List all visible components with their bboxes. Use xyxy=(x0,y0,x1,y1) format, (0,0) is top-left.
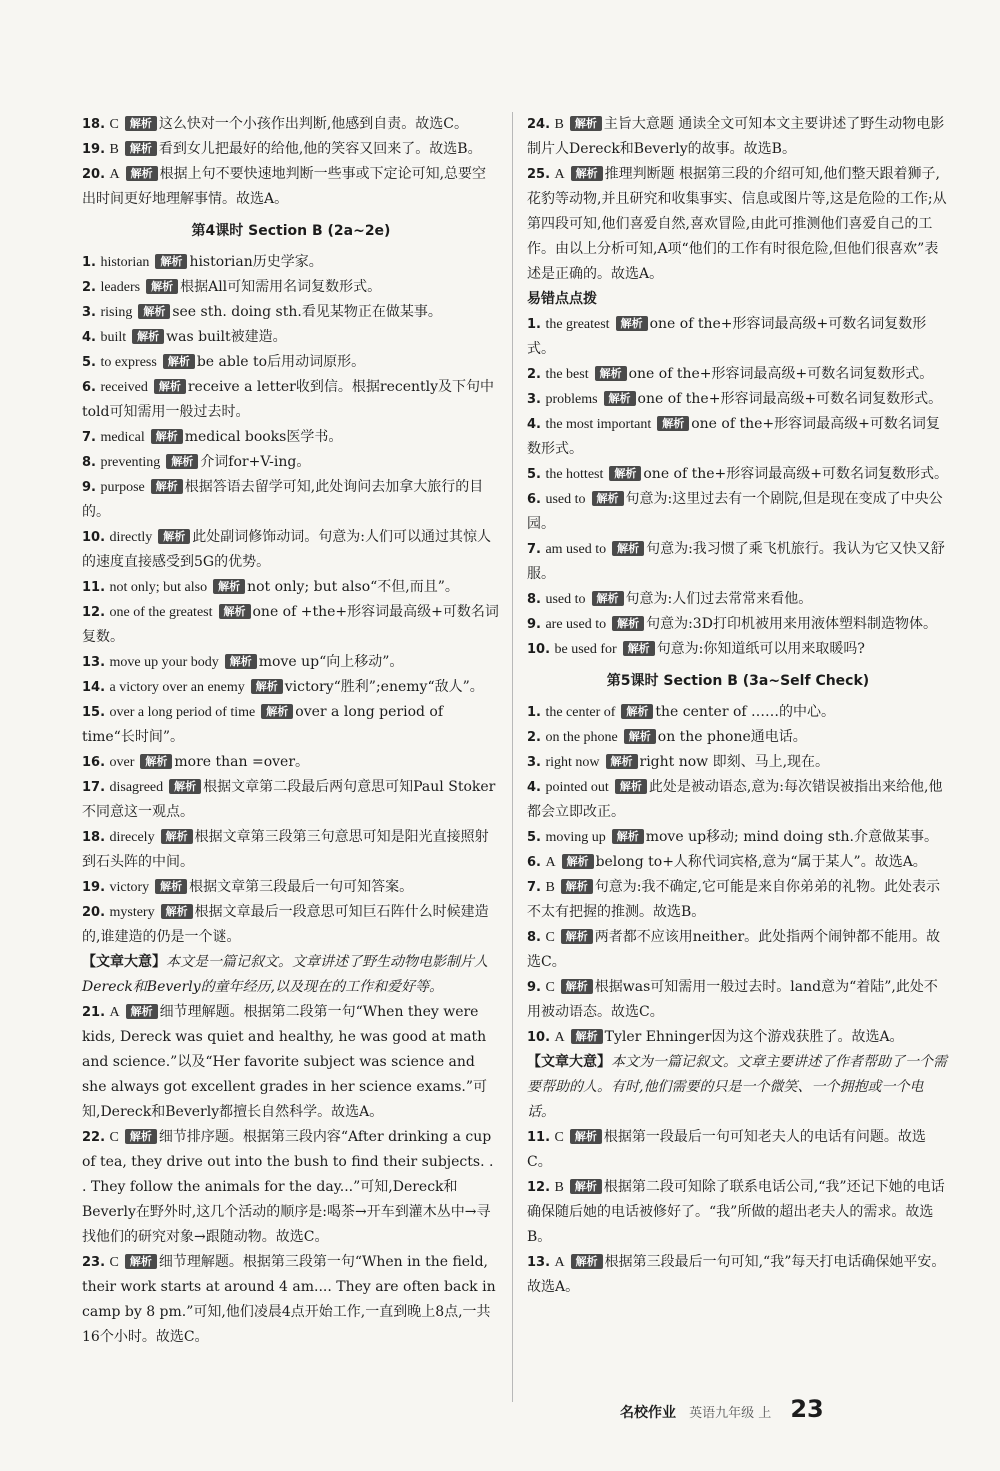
item-number: 21. xyxy=(82,1005,106,1020)
column-divider xyxy=(512,112,513,1402)
item-number: 10. xyxy=(527,1030,551,1045)
error-tips-heading: 易错点点拨 xyxy=(527,291,597,307)
answer-text: C xyxy=(545,980,555,995)
analysis-tag: 解析 xyxy=(125,116,157,131)
item-number: 1. xyxy=(527,317,541,332)
explanation-text: 根据文章最后一段意思可知巨石阵什么时候建造的,谁建造的仍是一个谜。 xyxy=(82,904,489,945)
answer-item xyxy=(527,1025,949,1050)
answer-text: directly xyxy=(109,530,153,545)
explanation-text: receive a letter收到信。根据recently及下句中told可知需用一般过去时。 xyxy=(82,379,495,420)
answer-text: purpose xyxy=(100,480,145,495)
explanation-text: the center of ……的中心。 xyxy=(655,704,836,720)
explanation-text: one of the+形容词最高级+可数名词复数形式。 xyxy=(527,416,940,457)
answer-text: be used for xyxy=(554,642,617,657)
answer-item xyxy=(527,725,949,750)
answer-text: the greatest xyxy=(545,317,610,332)
answer-text: C xyxy=(109,1130,119,1145)
right-items-b xyxy=(527,312,949,662)
explanation-text: victory“胜利”;enemy“敌人”。 xyxy=(284,679,484,695)
answer-text: B xyxy=(554,1180,564,1195)
explanation-text: 主旨大意题 通读全文可知本文主要讲述了野生动物电影制片人Dereck和Beverly的故事。故选B。 xyxy=(527,116,945,157)
analysis-tag: 解析 xyxy=(570,116,602,131)
item-number: 12. xyxy=(527,1180,551,1195)
item-number: 12. xyxy=(82,605,106,620)
analysis-tag: 解析 xyxy=(125,141,157,156)
item-number: 9. xyxy=(527,980,541,995)
item-number: 16. xyxy=(82,755,106,770)
answer-text: built xyxy=(100,330,127,345)
analysis-tag: 解析 xyxy=(213,579,245,594)
item-number: 19. xyxy=(82,142,106,157)
answer-text: to express xyxy=(100,355,157,370)
answer-text: over a long period of time xyxy=(109,705,256,720)
analysis-tag: 解析 xyxy=(606,754,638,769)
answer-text: A xyxy=(109,167,120,182)
explanation-text: 根据上句不要快速地判断一些事或下定论可知,总要空出时间更好地理解事情。故选A。 xyxy=(82,166,487,207)
answer-text: B xyxy=(554,117,564,132)
right-items-a xyxy=(527,112,949,287)
explanation-text: 介词for+V-ing。 xyxy=(200,454,311,470)
explanation-text: on the phone通电话。 xyxy=(657,729,807,745)
answer-text: C xyxy=(109,1255,119,1270)
analysis-tag: 解析 xyxy=(624,729,656,744)
item-number: 4. xyxy=(527,417,541,432)
answer-text: the hottest xyxy=(545,467,604,482)
item-number: 15. xyxy=(82,705,106,720)
answer-item xyxy=(82,450,500,475)
analysis-tag: 解析 xyxy=(657,416,689,431)
analysis-tag: 解析 xyxy=(166,454,198,469)
page-footer xyxy=(620,1395,824,1423)
explanation-text: 两者都不应该用neither。此处指两个闹钟都不能用。故选C。 xyxy=(527,929,941,970)
answer-text: leaders xyxy=(100,280,141,295)
explanation-text: 句意为:人们过去常常来看他。 xyxy=(625,591,813,607)
answer-item xyxy=(82,162,500,212)
analysis-tag: 解析 xyxy=(161,829,193,844)
answer-item xyxy=(82,137,500,162)
left-items-b xyxy=(82,250,500,950)
item-number: 10. xyxy=(527,642,551,657)
explanation-text: medical books医学书。 xyxy=(184,429,343,445)
analysis-tag: 解析 xyxy=(571,1254,603,1269)
answer-text: right now xyxy=(545,755,600,770)
item-number: 22. xyxy=(82,1130,106,1145)
analysis-tag: 解析 xyxy=(612,616,644,631)
analysis-tag: 解析 xyxy=(616,316,648,331)
article-summary-left xyxy=(82,950,500,1000)
explanation-text: was built被建造。 xyxy=(166,329,287,345)
answer-item xyxy=(82,750,500,775)
answer-text: on the phone xyxy=(545,730,618,745)
analysis-tag: 解析 xyxy=(595,366,627,381)
answer-item xyxy=(527,362,949,387)
analysis-tag: 解析 xyxy=(138,304,170,319)
answer-text: problems xyxy=(545,392,598,407)
answer-text: historian xyxy=(100,255,150,270)
explanation-text: belong to+人称代词宾格,意为“属于某人”。故选A。 xyxy=(595,854,927,870)
item-number: 5. xyxy=(82,355,96,370)
answer-item xyxy=(82,425,500,450)
answer-text: one of the greatest xyxy=(109,605,213,620)
item-number: 11. xyxy=(527,1130,551,1145)
answer-text: am used to xyxy=(545,542,607,557)
explanation-text: see sth. doing sth.看见某物正在做某事。 xyxy=(172,304,442,320)
left-items-c xyxy=(82,1000,500,1350)
footer-subject: 英语九年级 上 xyxy=(689,1406,772,1421)
analysis-tag: 解析 xyxy=(615,779,647,794)
item-number: 18. xyxy=(82,117,106,132)
explanation-text: right now 即刻、马上,现在。 xyxy=(639,754,830,770)
answer-item xyxy=(527,775,949,825)
analysis-tag: 解析 xyxy=(261,704,293,719)
item-number: 23. xyxy=(82,1255,106,1270)
analysis-tag: 解析 xyxy=(561,879,593,894)
answer-item xyxy=(527,387,949,412)
analysis-tag: 解析 xyxy=(151,429,183,444)
answer-item xyxy=(527,1250,949,1300)
answer-item xyxy=(82,1125,500,1250)
answer-item xyxy=(527,112,949,162)
analysis-tag: 解析 xyxy=(125,1254,157,1269)
answer-item xyxy=(82,1000,500,1125)
answer-item xyxy=(82,775,500,825)
explanation-text: over a long period of time“长时间”。 xyxy=(82,704,444,745)
answer-text: not only; but also xyxy=(109,580,208,595)
answer-text: the best xyxy=(545,367,589,382)
summary-label: 【文章大意】 xyxy=(527,1054,611,1070)
analysis-tag: 解析 xyxy=(612,829,644,844)
item-number: 8. xyxy=(82,455,96,470)
answer-item xyxy=(82,325,500,350)
explanation-text: one of the+形容词最高级+可数名词复数形式。 xyxy=(637,391,943,407)
analysis-tag: 解析 xyxy=(561,929,593,944)
answer-text: move up your body xyxy=(109,655,219,670)
item-number: 9. xyxy=(527,617,541,632)
answer-text: medical xyxy=(100,430,145,445)
explanation-text: move up移动; mind doing sth.介意做某事。 xyxy=(645,829,938,845)
left-column xyxy=(82,112,500,1350)
analysis-tag: 解析 xyxy=(623,641,655,656)
explanation-text: 这么快对一个小孩作出判断,他感到自责。故选C。 xyxy=(158,116,468,132)
summary-text: 本文为一篇记叙文。文章主要讲述了作者帮助了一个需要帮助的人。有时,他们需要的只是一个微笑、一个拥抱或一个电话。 xyxy=(527,1054,947,1120)
answer-item xyxy=(82,700,500,750)
item-number: 14. xyxy=(82,680,106,695)
item-number: 7. xyxy=(527,542,541,557)
item-number: 20. xyxy=(82,905,106,920)
answer-item xyxy=(527,637,949,662)
explanation-text: 看到女儿把最好的给他,他的笑容又回来了。故选B。 xyxy=(158,141,482,157)
item-number: 25. xyxy=(527,167,551,182)
explanation-text: 细节排序题。根据第三段内容“After drinking a cup of tea, they drive out into the bush to find their subjects. . . They follow the animals for the day...”可知,Dereck和Beverly在野外时,这几个活动的顺序是:喝茶→开车到灌木丛中→寻找他们的研究对象→跟随动物。故选C。 xyxy=(82,1129,494,1245)
analysis-tag: 解析 xyxy=(155,879,187,894)
item-number: 7. xyxy=(527,880,541,895)
right-items-c xyxy=(527,700,949,1050)
answer-text: moving up xyxy=(545,830,606,845)
item-number: 8. xyxy=(527,930,541,945)
answer-text: C xyxy=(545,930,555,945)
explanation-text: 根据文章第二段最后两句意思可知Paul Stoker不同意这一观点。 xyxy=(82,779,496,820)
answer-text: a victory over an enemy xyxy=(109,680,245,695)
explanation-text: not only; but also“不但,而且”。 xyxy=(247,579,459,595)
answer-item xyxy=(82,600,500,650)
answer-item xyxy=(82,250,500,275)
item-number: 5. xyxy=(527,830,541,845)
left-items-top xyxy=(82,112,500,212)
analysis-tag: 解析 xyxy=(251,679,283,694)
item-number: 3. xyxy=(527,755,541,770)
analysis-tag: 解析 xyxy=(561,979,593,994)
right-items-d xyxy=(527,1125,949,1300)
answer-item xyxy=(527,412,949,462)
item-number: 20. xyxy=(82,167,106,182)
answer-text: rising xyxy=(100,305,133,320)
explanation-text: one of the+形容词最高级+可数名词复数形式。 xyxy=(527,316,927,357)
answer-item xyxy=(82,375,500,425)
analysis-tag: 解析 xyxy=(154,379,186,394)
answer-item xyxy=(527,612,949,637)
answer-text: direcely xyxy=(109,830,155,845)
answer-text: used to xyxy=(545,492,586,507)
answer-item xyxy=(82,825,500,875)
answer-item xyxy=(527,850,949,875)
answer-item xyxy=(527,750,949,775)
explanation-text: one of the+形容词最高级+可数名词复数形式。 xyxy=(643,466,949,482)
item-number: 3. xyxy=(527,392,541,407)
summary-text: 本文是一篇记叙文。文章讲述了野生动物电影制片人Dereck和Beverly的童年经历,以及现在的工作和爱好等。 xyxy=(82,954,488,995)
item-number: 13. xyxy=(527,1255,551,1270)
answer-item xyxy=(82,275,500,300)
answer-text: B xyxy=(545,880,555,895)
item-number: 18. xyxy=(82,830,106,845)
explanation-text: one of the+形容词最高级+可数名词复数形式。 xyxy=(628,366,934,382)
explanation-text: 此处副词修饰动词。句意为:人们可以通过其惊人的速度直接感受到5G的优势。 xyxy=(82,529,491,570)
item-number: 2. xyxy=(527,730,541,745)
answer-item xyxy=(82,650,500,675)
explanation-text: 句意为:你知道纸可以用来取暖吗? xyxy=(656,641,865,657)
item-number: 1. xyxy=(527,705,541,720)
analysis-tag: 解析 xyxy=(146,279,178,294)
item-number: 19. xyxy=(82,880,106,895)
analysis-tag: 解析 xyxy=(169,779,201,794)
analysis-tag: 解析 xyxy=(163,354,195,369)
explanation-text: 根据was可知需用一般过去时。land意为“着陆”,此处不用被动语态。故选C。 xyxy=(527,979,938,1020)
explanation-text: Tyler Ehninger因为这个游戏获胜了。故选A。 xyxy=(604,1029,904,1045)
page-number: 23 xyxy=(790,1395,824,1423)
explanation-text: one of +the+形容词最高级+可数名词复数。 xyxy=(82,604,499,645)
answer-item xyxy=(527,825,949,850)
item-number: 7. xyxy=(82,430,96,445)
section-heading-lesson4: 第4课时 Section B (2a~2e) xyxy=(191,223,391,239)
right-column xyxy=(527,112,949,1300)
answer-text: B xyxy=(109,142,119,157)
answer-text: victory xyxy=(109,880,150,895)
item-number: 10. xyxy=(82,530,106,545)
item-number: 3. xyxy=(82,305,96,320)
answer-item xyxy=(82,300,500,325)
analysis-tag: 解析 xyxy=(621,704,653,719)
analysis-tag: 解析 xyxy=(219,604,251,619)
answer-text: the center of xyxy=(545,705,616,720)
answer-item xyxy=(527,312,949,362)
analysis-tag: 解析 xyxy=(225,654,257,669)
answer-text: over xyxy=(109,755,135,770)
answer-item xyxy=(82,575,500,600)
item-number: 17. xyxy=(82,780,106,795)
answer-item xyxy=(82,875,500,900)
answer-item xyxy=(527,1175,949,1250)
analysis-tag: 解析 xyxy=(570,1129,602,1144)
explanation-text: 此处是被动语态,意为:每次错误被指出来给他,他都会立即改正。 xyxy=(527,779,943,820)
explanation-text: 细节理解题。根据第三段第一句“When in the field, their work starts at around 4 am.... They are often back in camp by 8 pm.”可知,他们凌晨4点开始工作,一直到晚上8点,一共16个小时。故选C。 xyxy=(82,1254,496,1345)
item-number: 24. xyxy=(527,117,551,132)
answer-text: are used to xyxy=(545,617,607,632)
item-number: 4. xyxy=(527,780,541,795)
analysis-tag: 解析 xyxy=(562,854,594,869)
item-number: 2. xyxy=(527,367,541,382)
item-number: 1. xyxy=(82,255,96,270)
explanation-text: 根据文章第三段最后一句可知答案。 xyxy=(189,879,414,895)
answer-text: A xyxy=(554,1255,565,1270)
analysis-tag: 解析 xyxy=(126,166,158,181)
explanation-text: 句意为:我习惯了乘飞机旅行。我认为它又快又舒服。 xyxy=(527,541,945,582)
item-number: 9. xyxy=(82,480,96,495)
analysis-tag: 解析 xyxy=(140,754,172,769)
section-heading-lesson5: 第5课时 Section B (3a~Self Check) xyxy=(606,673,870,689)
answer-text: A xyxy=(545,855,556,870)
item-number: 11. xyxy=(82,580,106,595)
answer-item xyxy=(82,900,500,950)
explanation-text: 句意为:3D打印机被用来用液体塑料制造物体。 xyxy=(646,616,937,632)
answer-text: C xyxy=(109,117,119,132)
analysis-tag: 解析 xyxy=(125,1129,157,1144)
analysis-tag: 解析 xyxy=(571,1029,603,1044)
analysis-tag: 解析 xyxy=(161,904,193,919)
answer-item xyxy=(527,162,949,287)
item-number: 6. xyxy=(82,380,96,395)
item-number: 6. xyxy=(527,492,541,507)
analysis-tag: 解析 xyxy=(155,254,187,269)
analysis-tag: 解析 xyxy=(592,491,624,506)
explanation-text: 推理判断题 根据第三段的介绍可知,他们整天跟着狮子,花豹等动物,并且研究和收集事实、信息或图片等,这是危险的工作;从第四段可知,他们喜爱自然,喜欢冒险,由此可推测他们喜爱自己的工作。由以上分析可知,A项“他们的工作有时很危险,但他们很喜欢”表述是正确的。故选A。 xyxy=(527,166,947,282)
item-number: 2. xyxy=(82,280,96,295)
explanation-text: 根据文章第三段第三句意思可知是阳光直接照射到石头阵的中间。 xyxy=(82,829,489,870)
answer-item xyxy=(527,587,949,612)
answer-item xyxy=(527,537,949,587)
summary-label: 【文章大意】 xyxy=(82,954,166,970)
analysis-tag: 解析 xyxy=(132,329,164,344)
answer-item xyxy=(527,875,949,925)
explanation-text: more than =over。 xyxy=(174,754,310,770)
analysis-tag: 解析 xyxy=(592,591,624,606)
answer-text: pointed out xyxy=(545,780,609,795)
explanation-text: 根据第二段可知除了联系电话公司,“我”还记下她的电话确保随后她的电话被修好了。“我”所做的超出老夫人的需求。故选B。 xyxy=(527,1179,945,1245)
analysis-tag: 解析 xyxy=(612,541,644,556)
explanation-text: 根据第三段最后一句可知,“我”每天打电话确保她平安。故选A。 xyxy=(527,1254,946,1295)
answer-text: disagreed xyxy=(109,780,164,795)
answer-item xyxy=(82,675,500,700)
analysis-tag: 解析 xyxy=(151,479,183,494)
item-number: 5. xyxy=(527,467,541,482)
answer-text: used to xyxy=(545,592,586,607)
explanation-text: historian历史学家。 xyxy=(189,254,323,270)
answer-item xyxy=(527,1125,949,1175)
explanation-text: be able to后用动词原形。 xyxy=(196,354,366,370)
explanation-text: 根据All可知需用名词复数形式。 xyxy=(180,279,382,295)
analysis-tag: 解析 xyxy=(571,166,603,181)
explanation-text: 细节理解题。根据第二段第一句“When they were kids, Dereck was quiet and healthy, he was good at math and science.”以及“Her favorite subject was science and she always got excellent grades in her science exams.”可知,Dereck和Beverly都擅长自然科学。故选A。 xyxy=(82,1004,487,1120)
answer-text: the most important xyxy=(545,417,652,432)
footer-brand: 名校作业 xyxy=(620,1405,676,1421)
answer-text: A xyxy=(554,1030,565,1045)
explanation-text: 根据答语去留学可知,此处询问去加拿大旅行的目的。 xyxy=(82,479,484,520)
item-number: 13. xyxy=(82,655,106,670)
analysis-tag: 解析 xyxy=(570,1179,602,1194)
article-summary-right xyxy=(527,1050,949,1125)
answer-item xyxy=(527,975,949,1025)
analysis-tag: 解析 xyxy=(609,466,641,481)
analysis-tag: 解析 xyxy=(158,529,190,544)
answer-item xyxy=(82,1250,500,1350)
answer-item xyxy=(82,525,500,575)
answer-text: C xyxy=(554,1130,564,1145)
answer-text: received xyxy=(100,380,148,395)
analysis-tag: 解析 xyxy=(604,391,636,406)
explanation-text: 根据第一段最后一句可知老夫人的电话有问题。故选C。 xyxy=(527,1129,926,1170)
explanation-text: 句意为:这里过去有一个剧院,但是现在变成了中央公园。 xyxy=(527,491,943,532)
answer-item xyxy=(527,925,949,975)
item-number: 4. xyxy=(82,330,96,345)
explanation-text: 句意为:我不确定,它可能是来自你弟弟的礼物。此处表示不太有把握的推测。故选B。 xyxy=(527,879,940,920)
explanation-text: move up“向上移动”。 xyxy=(258,654,404,670)
answer-text: A xyxy=(554,167,565,182)
answer-text: A xyxy=(109,1005,120,1020)
item-number: 6. xyxy=(527,855,541,870)
answer-item xyxy=(527,462,949,487)
answer-text: preventing xyxy=(100,455,161,470)
answer-text: mystery xyxy=(109,905,155,920)
answer-item xyxy=(82,475,500,525)
item-number: 8. xyxy=(527,592,541,607)
answer-item xyxy=(82,112,500,137)
analysis-tag: 解析 xyxy=(126,1004,158,1019)
answer-item xyxy=(527,700,949,725)
answer-item xyxy=(82,350,500,375)
answer-item xyxy=(527,487,949,537)
